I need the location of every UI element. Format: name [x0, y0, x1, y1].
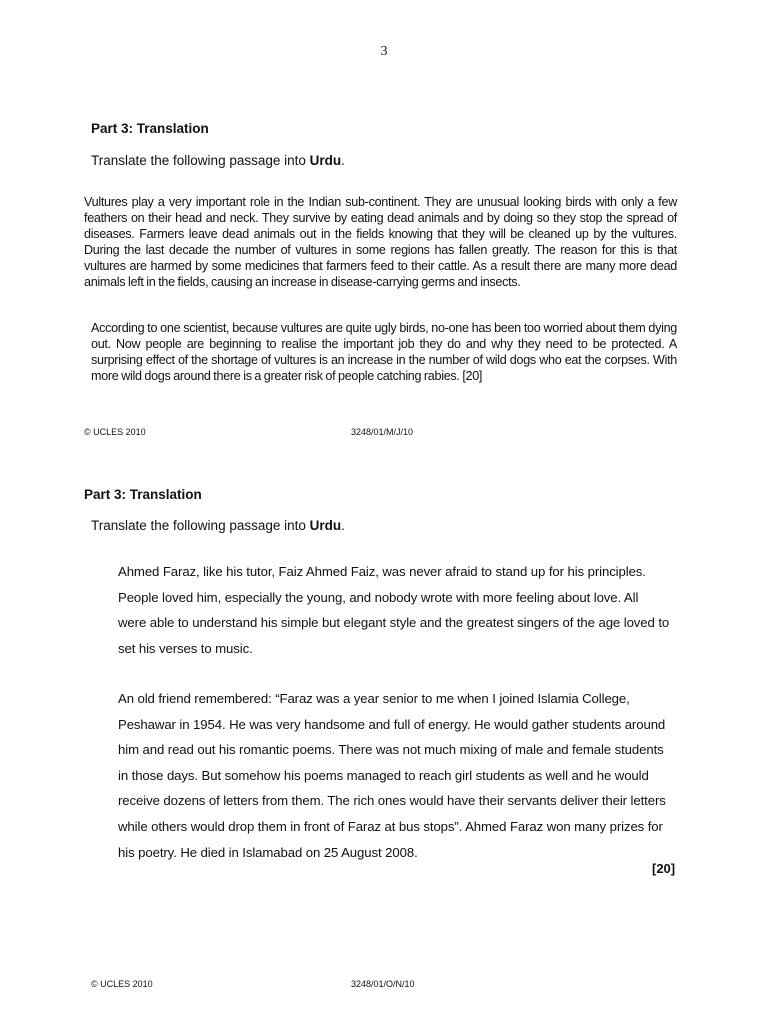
instruction-language: Urdu — [309, 153, 342, 168]
section2-marks: [20] — [652, 861, 676, 876]
section2-instruction — [91, 518, 345, 533]
section2-footer-code: 3248/01/O/N/10 — [351, 979, 415, 989]
section2-paragraph-2: An old friend remembered: “Faraz was a year senior to me when I joined Islamia College, Peshawar in 1954. He was very handsome and full of energy. He would gather students around him and read out his romantic poems. There was not much mixing of male and female students in those days. But somehow his poems managed to reach girl students as well and he would receive dozens of letters from them. The rich ones would have their servants deliver their letters while others would drop them in front of Faraz at bus stops”. Ahmed Faraz won many prizes for his poetry. He died in Islamabad on 25 August 2008. — [118, 691, 666, 860]
section1-instruction — [91, 153, 345, 168]
instruction-text: Translate the following passage into — [91, 518, 310, 533]
section1-footer-code: 3248/01/M/J/10 — [351, 427, 414, 437]
page-number: 3 — [380, 44, 388, 59]
section1-heading: Part 3: Translation — [91, 121, 209, 136]
section2-paragraph-1: Ahmed Faraz, like his tutor, Faiz Ahmed Faiz, was never afraid to stand up for his principles. People loved him, especially the young, and nobody wrote with more feeling about love. All were able to understand his simple but elegant style and the greatest singers of the age loved to set his verses to music. — [118, 564, 670, 656]
section1-footer-copyright: © UCLES 2010 — [84, 427, 146, 437]
instruction-language: Urdu — [309, 518, 342, 533]
section2-heading: Part 3: Translation — [84, 487, 202, 502]
section1-paragraph-2: According to one scientist, because vultures are quite ugly birds, no-one has been too worried about them dying out. Now people are beginning to realise the important job they do and why they need to be protected. A surprising effect of the shortage of vultures is an increase in the number of wild dogs who eat the corpses. With more wild dogs around there is a greater risk of people catching rabies. [20] — [91, 321, 677, 383]
section1-paragraph-1: Vultures play a very important role in the Indian sub-continent. They are unusual looking birds with only a few feathers on their head and neck. They survive by eating dead animals and by doing so they stop the spread of diseases. Farmers leave dead animals out in the fields knowing that they will be cleaned up by the vultures. During the last decade the number of vultures in some regions has fallen greatly. The reason for this is that vultures are harmed by some medicines that farmers feed to their cattle. As a result there are many more dead animals left in the fields, causing an increase in disease-carrying germs and insects. — [84, 195, 677, 289]
section2-footer-copyright: © UCLES 2010 — [91, 979, 153, 989]
instruction-end: . — [341, 153, 345, 168]
instruction-text: Translate the following passage into — [91, 153, 310, 168]
instruction-end: . — [341, 518, 345, 533]
